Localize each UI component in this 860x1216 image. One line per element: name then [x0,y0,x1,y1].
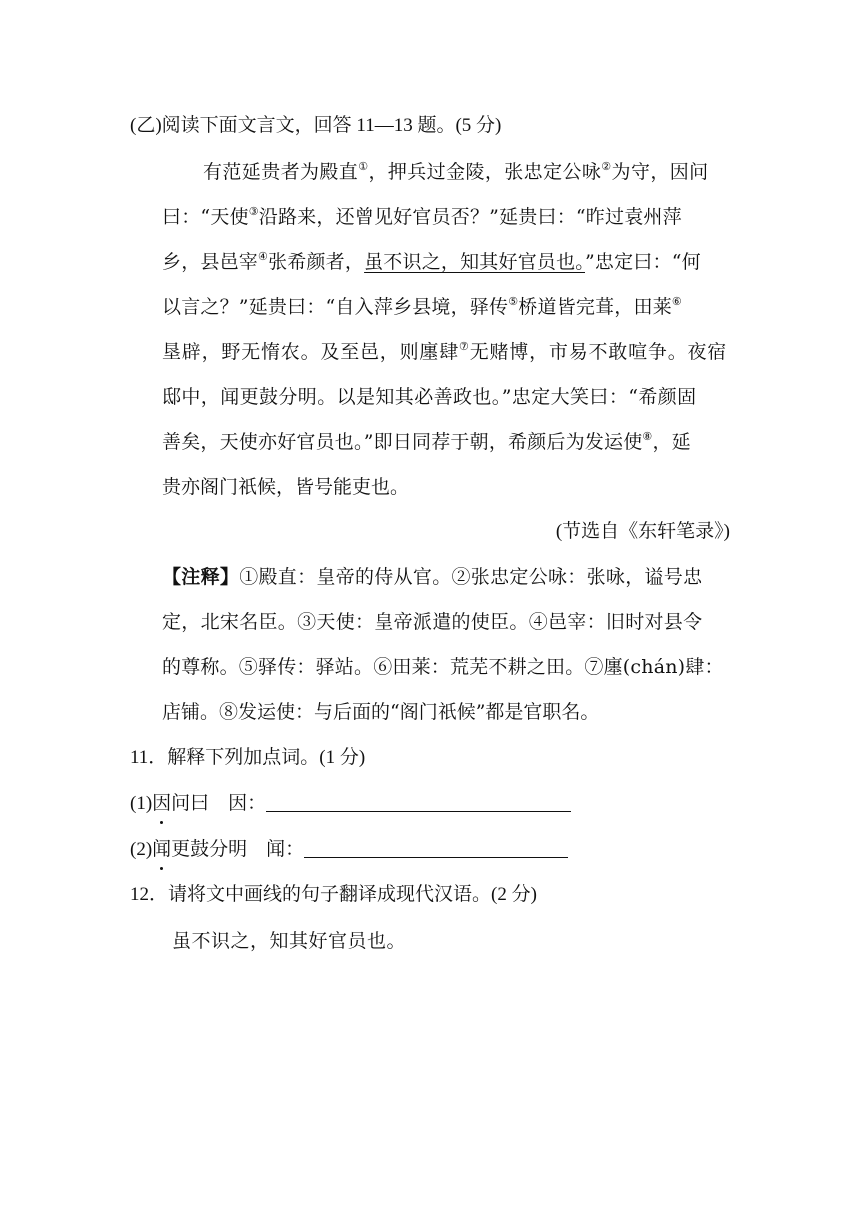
text: ，延 [652,431,691,453]
answer-blank[interactable] [304,837,568,858]
text: 乡，县邑宰 [162,251,259,273]
notes-line-1 [162,563,702,591]
passage-line-4 [162,293,682,321]
q11-item-1 [130,790,571,818]
text: (2) [130,839,153,860]
text: ，押兵过金陵，张忠定公咏 [368,161,602,183]
text: 张希颜者， [268,251,365,273]
note-marker: ⑦ [459,340,470,353]
text: 问曰 因： [171,793,267,814]
source-citation: (节选自《东轩笔录》) [555,521,730,542]
passage-line-8: 贵亦阁门祇候，皆号能吏也。 [162,476,410,498]
notes-line-4: 店铺。⑧发运使：与后面的“阁门祇候”都是官职名。 [162,701,600,723]
notes-line-2: 定，北宋名臣。③天使：皇帝派遣的使臣。④邑宰：旧时对县令 [162,611,703,633]
dotted-word: 因 [152,790,171,818]
underlined-sentence: 虽不识之，知其好官员也。 [364,251,585,273]
passage-line-1 [203,158,709,186]
text: (1) [130,793,153,814]
passage-line-7 [162,428,691,456]
q12-stem: 12．请将文中画线的句子翻译成现代汉语。(2 分) [130,884,537,905]
note-marker: ⑤ [508,295,519,308]
passage-line-3 [162,248,701,276]
note-marker: ⑥ [671,295,682,308]
passage-line-5 [162,338,727,366]
text: ”忠定曰：“何 [585,251,701,273]
note-marker: ④ [258,250,269,263]
text: ①殿直：皇帝的侍从官。②张忠定公咏：张咏，谥号忠 [239,566,703,588]
passage-line-6: 邸中，闻更鼓分明。以是知其必善政也。”忠定大笑曰：“希颜固 [162,386,697,408]
section-title: (乙)阅读下面文言文，回答 11—13 题。(5 分) [130,115,502,136]
q12-sentence: 虽不识之，知其好官员也。 [172,930,407,952]
note-marker: ② [601,160,612,173]
text: 更鼓分明 闻： [171,839,305,860]
text: 桥道皆完葺，田莱 [518,296,672,318]
text: 有范延贵者为殿直 [203,161,359,183]
text: 为守，因问 [611,161,709,183]
passage-line-2 [162,203,682,231]
text: 曰：“天使 [162,206,249,228]
notes-label: 【注释】 [162,566,240,588]
answer-blank[interactable] [266,791,571,812]
dotted-word: 闻 [152,836,171,864]
text: 善矣，天使亦好官员也。”即日同荐于朝，希颜后为发运使 [162,431,643,453]
text: 无赌博，市易不敢喧争。夜宿 [469,341,728,363]
q11-stem: 11．解释下列加点词。(1 分) [130,747,366,768]
note-marker: ③ [248,205,259,218]
note-marker: ① [358,160,369,173]
text: 沿路来，还曾见好官员否？”延贵曰：“昨过袁州萍 [258,206,682,228]
notes-line-3: 的尊称。⑤驿传：驿站。⑥田莱：荒芜不耕之田。⑦廛(chán)肆： [162,656,724,678]
text: 以言之？”延贵曰：“自入萍乡县境，驿传 [162,296,509,318]
q11-item-2 [130,836,568,864]
note-marker: ⑧ [642,430,653,443]
text: 垦辟，野无惰农。及至邑，则廛肆 [162,341,460,363]
